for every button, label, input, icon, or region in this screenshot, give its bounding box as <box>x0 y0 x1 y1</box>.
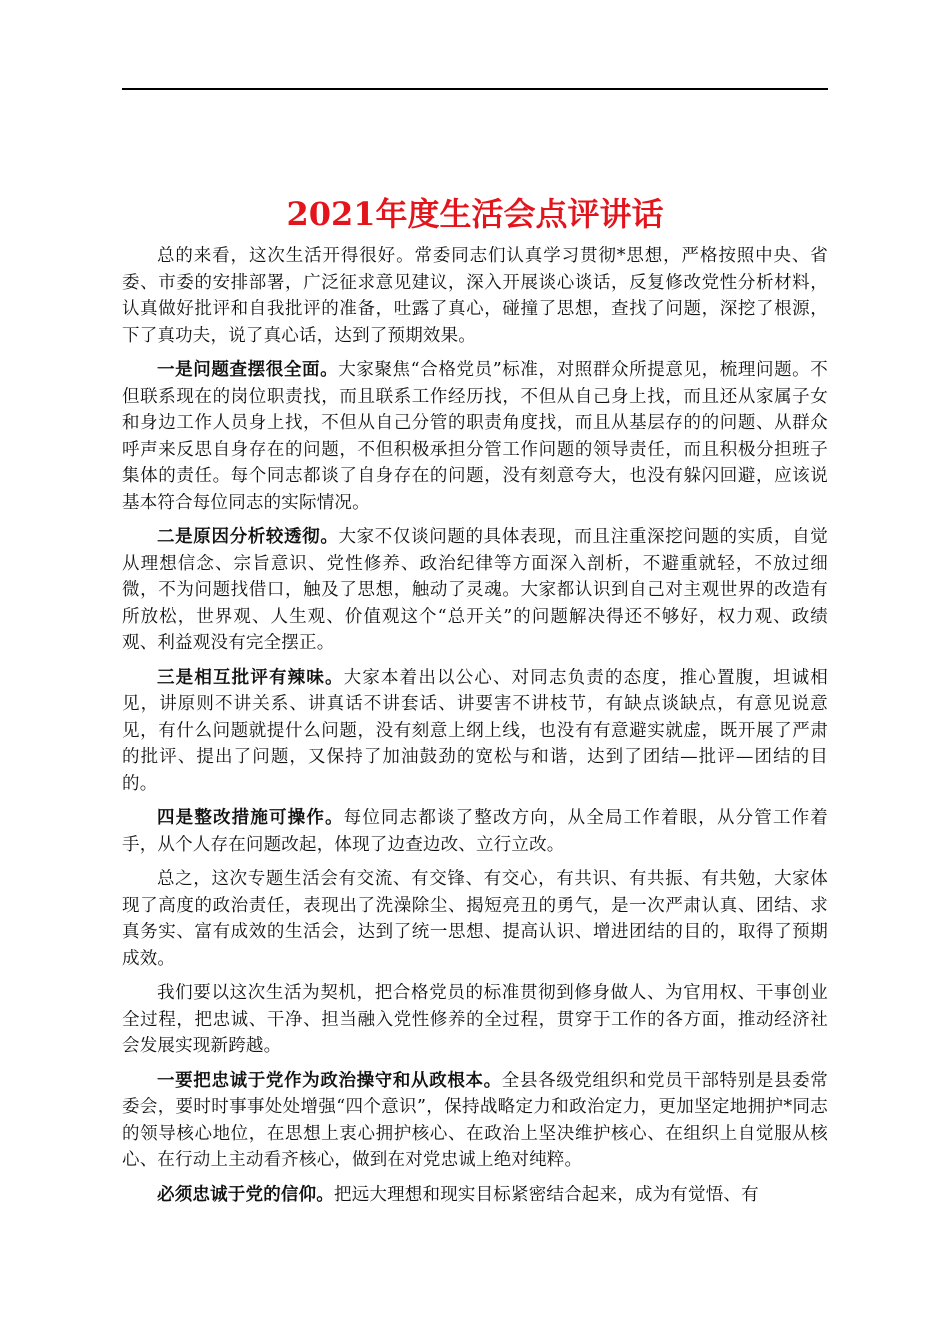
paragraph-point-2 <box>122 524 828 657</box>
paragraph-text: 总之，这次专题生活会有交流、有交锋、有交心，有共识、有共振、有共勉，大家体现了高度的政治责任，表现出了洗澡除尘、揭短亮丑的勇气，是一次严肃认真、团结、求真务实、富有成效的生活会，达到了统一思想、提高认识、增进团结的目的，取得了预期成效。 <box>122 869 828 969</box>
paragraph-opportunity <box>122 980 828 1060</box>
paragraph-lead: 必须忠诚于党的信仰。 <box>157 1184 334 1205</box>
paragraph-lead: 三是相互批评有辣味。 <box>157 667 344 688</box>
header-rule <box>122 88 828 90</box>
paragraph-text: 把远大理想和现实目标紧密结合起来，成为有觉悟、有 <box>334 1184 759 1205</box>
paragraph-conclusion <box>122 866 828 972</box>
paragraph-point-3 <box>122 665 828 798</box>
paragraph-text: 大家聚焦“合格党员”标准，对照群众所提意见，梳理问题。不但联系现在的岗位职责找，而且联系工作经历找，不但从自己身上找，而且还从家属子女和身边工作人员身上找，不但从自己分管的职责角度找，而且从基层存的的问题、从群众呼声来反思自身存在的问题，不但积极承担分管工作问题的领导责任，而且积极分担班子集体的责任。每个同志都谈了自身存在的问题，没有刻意夸大，也没有躲闪回避，应该说基本符合每位同志的实际情况。 <box>122 360 829 513</box>
paragraph-text: 总的来看，这次生活开得很好。常委同志们认真学习贯彻*思想，严格按照中央、省委、市委的安排部署，广泛征求意见建议，深入开展谈心谈话，反复修改党性分析材料，认真做好批评和自我批评的准备，吐露了真心，碰撞了思想，查找了问题，深挖了根源，下了真功夫，说了真心话，达到了预期效果。 <box>122 246 828 346</box>
paragraph-lead: 二是原因分析较透彻。 <box>157 527 339 547</box>
paragraph-summary <box>122 243 828 349</box>
paragraph-text: 大家本着出以公心、对同志负责的态度，推心置腹，坦诚相见，讲原则不讲关系、讲真话不讲套话、讲要害不讲枝节，有缺点谈缺点，有意见说意见，有什么问题就提什么问题，没有刻意上纲上线，也没有有意避实就虚，既开展了严肃的批评、提出了问题，又保持了加油鼓劲的宽松与和谐，达到了团结—批评—团结的目的。 <box>122 667 828 794</box>
paragraph-faith <box>122 1182 828 1209</box>
paragraph-text: 我们要以这次生活为契机，把合格党员的标准贯彻到修身做人、为官用权、干事创业全过程，把忠诚、干净、担当融入党性修养的全过程，贯穿于工作的各方面，推动经济社会发展实现新跨越。 <box>122 983 828 1056</box>
paragraph-lead: 四是整改措施可操作。 <box>157 808 344 828</box>
document-body <box>122 243 828 1216</box>
paragraph-text: 大家不仅谈问题的具体表现，而且注重深挖问题的实质，自觉从理想信念、宗旨意识、党性修养、政治纪律等方面深入剖析，不避重就轻，不放过细微，不为问题找借口，触及了思想，触动了灵魂。大家都认识到自己对主观世界的改造有所放松，世界观、人生观、价值观这个“总开关”的问题解决得还不够好，权力观、政绩观、利益观没有完全摆正。 <box>122 527 829 653</box>
paragraph-point-1 <box>122 357 828 516</box>
paragraph-text: 全县各级党组织和党员干部特别是县委常委会，要时时事事处处增强“四个意识”，保持战略定力和政治定力，更加坚定地拥护*同志的领导核心地位，在思想上衷心拥护核心、在政治上坚决维护核心、在组织上自觉服从核心、在行动上主动看齐核心，做到在对党忠诚上绝对纯粹。 <box>122 1070 828 1170</box>
paragraph-point-4 <box>122 805 828 858</box>
paragraph-requirement-1 <box>122 1068 828 1174</box>
paragraph-lead: 一要把忠诚于党作为政治操守和从政根本。 <box>157 1070 502 1091</box>
paragraph-text: 每位同志都谈了整改方向，从全局工作着眼，从分管工作着手，从个人存在问题改起，体现了边查边改、立行立改。 <box>122 808 828 855</box>
document-title: 2021年度生活会点评讲话 <box>286 195 664 233</box>
paragraph-lead: 一是问题查摆很全面。 <box>157 360 339 380</box>
